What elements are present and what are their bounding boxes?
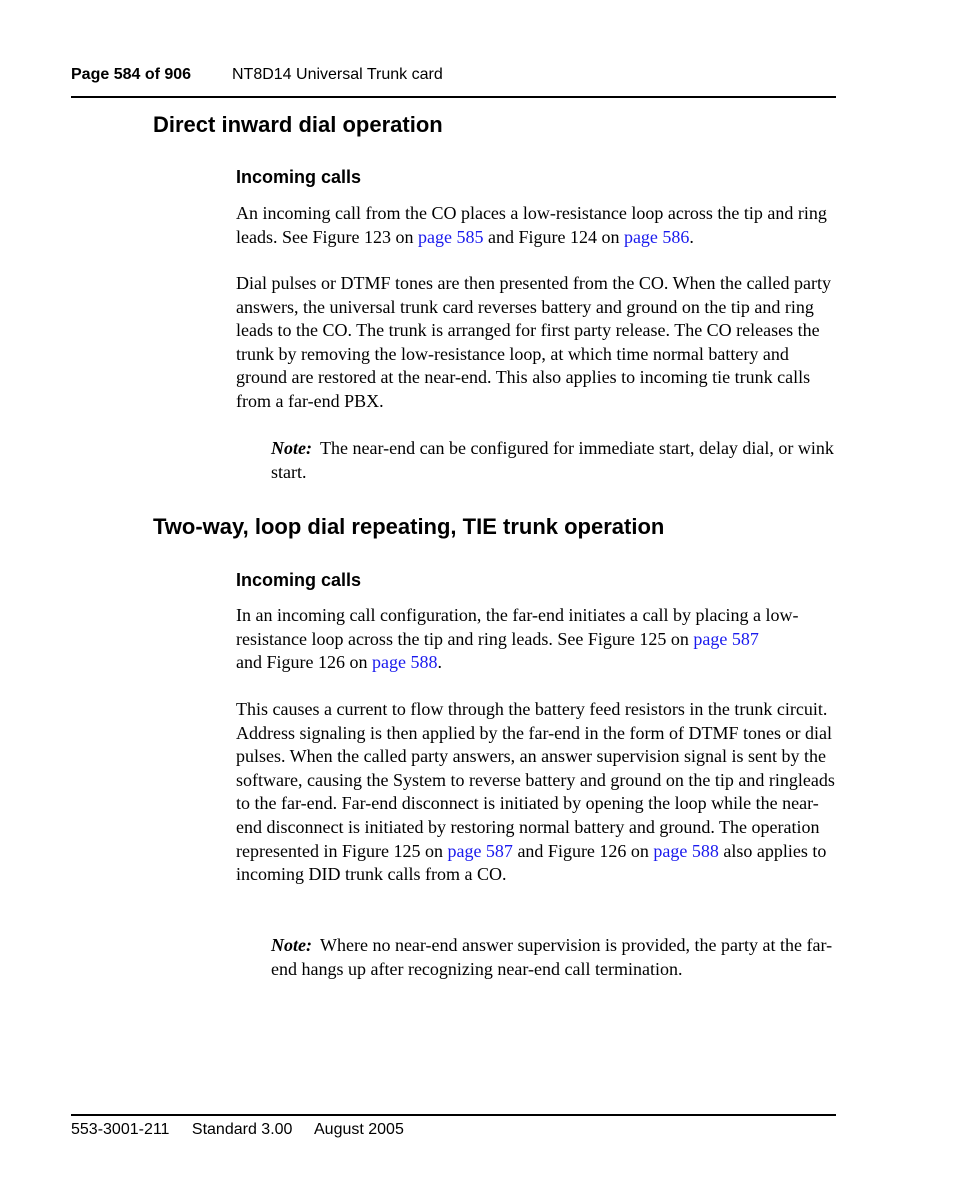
link-page-586[interactable]: page 586 (623, 226, 690, 247)
paragraph-dial-intro (236, 202, 836, 249)
text-run: This causes a current to flow through the battery feed resistors in the trunk circuit. Address signaling is then applied by the far-end in the form of DTMF tones or dial pulses. When the called party answers, an answer supervision signal is sent by the software, causing the System to reverse battery and ground on the tip and ringleads to the far-end. Far-end disconnect is initiated by opening the loop while the near-end disconnect is initiated by restoring normal battery and ground. The operation represented in Figure 125 on (236, 699, 835, 861)
footer-date: August 2005 (314, 1121, 404, 1138)
section-heading-direct-inward-dial: Direct inward dial operation (153, 112, 443, 137)
text-run: and Figure 126 on (236, 652, 372, 673)
note-label: Note: (271, 935, 312, 955)
text-run: . (437, 652, 442, 673)
paragraph-battery-feed (236, 698, 836, 887)
note-answer-supervision (271, 934, 837, 981)
note-near-end-config (271, 437, 837, 484)
text-run: and Figure 124 on (483, 226, 624, 247)
page-number: Page 584 of 906 (71, 66, 192, 83)
subheading-incoming-calls-2: Incoming calls (236, 570, 362, 590)
page-header (71, 66, 836, 98)
text-run: and Figure 126 on (512, 840, 654, 861)
text-run: An incoming call from the CO places a low-resistance loop across the tip and ring leads. See Figure 123 on (236, 203, 827, 247)
page-footer (71, 1114, 836, 1139)
link-page-588[interactable]: page 588 (371, 652, 438, 673)
note-text: The near-end can be configured for immediate start, delay dial, or wink start. (271, 438, 834, 482)
document-title: NT8D14 Universal Trunk card (232, 66, 443, 83)
text-run: In an incoming call configuration, the far-end initiates a call by placing a low-resistance loop across the tip and ring leads. See Figure 125 on (236, 605, 799, 649)
text-run: also applies to incoming DID trunk calls from a CO. (236, 840, 827, 885)
note-text: Where no near-end answer supervision is provided, the party at the far-end hangs up after recognizing near-end call termination. (271, 935, 833, 979)
section-heading-two-way-tie-trunk: Two-way, loop dial repeating, TIE trunk operation (153, 514, 665, 539)
link-page-587[interactable]: page 587 (693, 628, 759, 649)
link-page-587[interactable]: page 587 (447, 840, 513, 861)
paragraph-incoming-config (236, 604, 836, 675)
note-label: Note: (271, 438, 312, 458)
footer-doc-number: 553-3001-211 (71, 1121, 170, 1138)
subheading-incoming-calls-1: Incoming calls (236, 167, 362, 187)
footer-standard: Standard 3.00 (191, 1121, 293, 1138)
link-page-585[interactable]: page 585 (417, 226, 484, 247)
link-page-588[interactable]: page 588 (653, 840, 719, 861)
text-run: . (689, 226, 694, 247)
paragraph-dial-pulses: Dial pulses or DTMF tones are then presented from the CO. When the called party answers, the universal trunk card reverses battery and ground on the tip and ring leads to the CO. The trunk is arranged for first party release. The CO releases the trunk by removing the low-resistance loop, at which time normal battery and ground are restored at the near-end. This also applies to incoming tie trunk calls from a far-end PBX. (236, 273, 832, 411)
